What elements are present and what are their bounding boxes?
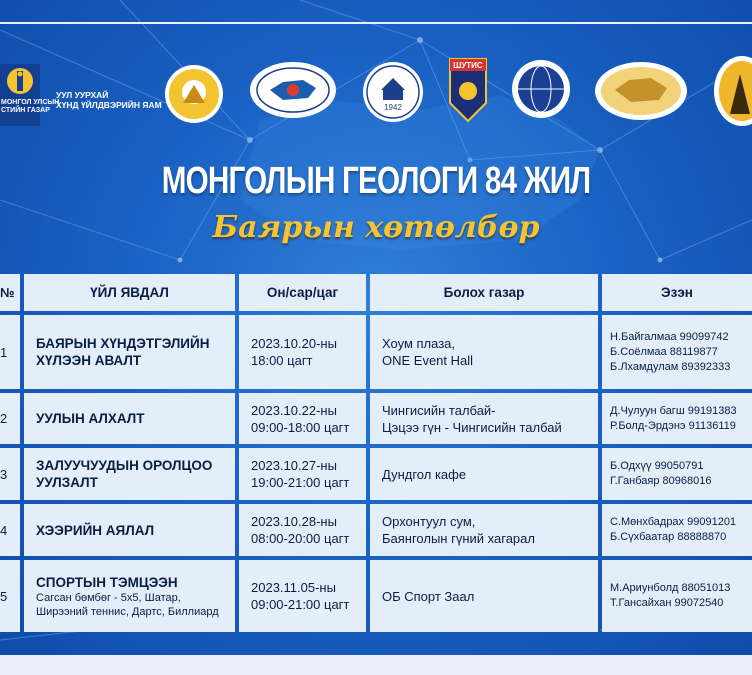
place-line: ONE Event Hall bbox=[382, 353, 474, 368]
table-row-owner bbox=[602, 504, 752, 556]
header-owner: Эзэн bbox=[602, 274, 752, 311]
date-line: 2023.10.27-ны bbox=[251, 458, 337, 473]
place-line: Чингисийн талбай- bbox=[382, 402, 496, 418]
date-line: 2023.11.05-ны bbox=[251, 580, 336, 595]
contact-line: Н.Байгалмаа 99099742 bbox=[610, 330, 729, 343]
gov-text-line-1: МОНГОЛ УЛСЫН bbox=[1, 99, 60, 106]
globe-logo bbox=[510, 58, 572, 120]
table-row-owner bbox=[602, 448, 752, 500]
date-line: 2023.10.20-ны bbox=[251, 336, 337, 351]
table-row-date bbox=[239, 448, 366, 500]
place-line: Хоум плаза, bbox=[382, 336, 456, 351]
table-row-date bbox=[239, 315, 366, 389]
contact-line: Р.Болд-Эрдэнэ 91136119 bbox=[610, 419, 736, 432]
table-row-place bbox=[370, 560, 598, 632]
table-row-event bbox=[24, 448, 235, 500]
gov-text-line-2: СТИЙН ГАЗАР bbox=[1, 107, 50, 114]
time-line: 08:00-20:00 цагт bbox=[251, 531, 350, 546]
contact-line: Б.Одхүү 99050791 bbox=[610, 460, 704, 472]
event-detail-line: Сагсан бөмбөг - 5х5, Шатар, bbox=[36, 591, 181, 604]
table-row-owner bbox=[602, 315, 752, 389]
university-logo-year: 1942 bbox=[384, 103, 402, 112]
page-title: МОНГОЛЫН ГЕОЛОГИ 84 ЖИЛ bbox=[161, 160, 591, 202]
government-emblem bbox=[0, 64, 40, 126]
header-event: ҮЙЛ ЯВДАЛ bbox=[24, 274, 235, 311]
row-number: 1 bbox=[0, 315, 20, 389]
place-line: ОБ Спорт Заал bbox=[382, 588, 475, 604]
contact-line: М.Ариунболд 88051013 bbox=[610, 582, 731, 594]
place-line: Цэцээ гүн - Чингисийн талбай bbox=[382, 419, 562, 435]
event-line: СПОРТЫН ТЭМЦЭЭН bbox=[36, 574, 178, 590]
table-row-date bbox=[239, 504, 366, 556]
place-line: Дундгол кафе bbox=[382, 466, 467, 482]
time-line: 09:00-21:00 цагт bbox=[251, 597, 350, 612]
date-line: 2023.10.28-ны bbox=[251, 514, 337, 529]
table-row-place bbox=[370, 393, 598, 444]
shutis-logo-text: ШУТИС bbox=[453, 61, 483, 70]
contact-line: Б.Лхамдулам 89392333 bbox=[610, 360, 731, 373]
table-row-event bbox=[24, 560, 235, 632]
ministry-name bbox=[56, 90, 162, 110]
time-line: 09:00-18:00 цагт bbox=[251, 419, 350, 435]
table-row-owner bbox=[602, 560, 752, 632]
event-line: БАЯРЫН ХҮНДЭТГЭЛИЙН bbox=[36, 336, 210, 351]
time-line: 19:00-21:00 цагт bbox=[251, 475, 350, 490]
table-row-event bbox=[24, 504, 235, 556]
row-number: 2 bbox=[0, 393, 20, 444]
table-row-owner bbox=[602, 393, 752, 444]
miner-logo bbox=[712, 54, 752, 128]
date-line: 2023.10.22-ны bbox=[251, 402, 337, 418]
ministry-line-1: УУЛ УУРХАЙ bbox=[56, 90, 109, 100]
table-row-date bbox=[239, 560, 366, 632]
event-line: УУЛЫН АЛХАЛТ bbox=[36, 411, 145, 426]
header-number: № bbox=[0, 274, 20, 311]
contact-line: Д.Чулуун багш 99191383 bbox=[610, 404, 737, 417]
place-line: Баянголын гүний хагарал bbox=[382, 531, 535, 546]
header-place: Болох газар bbox=[370, 274, 598, 311]
geologists-society-logo bbox=[248, 60, 338, 120]
contact-line: Б.Соёлмаа 88119877 bbox=[610, 345, 718, 358]
event-line: ХҮЛЭЭН АВАЛТ bbox=[36, 353, 142, 368]
contact-line: С.Мөнхбадрах 99091201 bbox=[610, 516, 737, 528]
event-line: УУЛЗАЛТ bbox=[36, 475, 98, 490]
row-number: 5 bbox=[0, 560, 20, 632]
soyombo-icon bbox=[0, 64, 40, 100]
table-row-place bbox=[370, 448, 598, 500]
geological-society-logo bbox=[593, 60, 689, 122]
row-number: 3 bbox=[0, 448, 20, 500]
top-divider bbox=[0, 22, 752, 24]
header-date: Он/сар/цаг bbox=[239, 274, 366, 311]
table-row-place bbox=[370, 504, 598, 556]
row-number: 4 bbox=[0, 504, 20, 556]
geology-association-logo bbox=[163, 63, 225, 125]
page-subtitle: Баярын хөтөлбөр bbox=[212, 210, 540, 245]
table-row-event bbox=[24, 315, 235, 389]
table-row-place bbox=[370, 315, 598, 389]
table-row-date bbox=[239, 393, 366, 444]
event-line: ХЭЭРИЙН АЯЛАЛ bbox=[36, 522, 155, 538]
event-detail-line: Ширээний теннис, Дартс, Биллиард bbox=[36, 605, 219, 618]
time-line: 18:00 цагт bbox=[251, 353, 313, 368]
ministry-line-2: ХҮНД ҮЙЛДВЭРИЙН ЯАМ bbox=[56, 100, 162, 110]
shutis-logo bbox=[448, 57, 488, 123]
contact-line: Г.Ганбаяр 80968016 bbox=[610, 475, 712, 487]
university-logo bbox=[361, 60, 425, 124]
table-row-event bbox=[24, 393, 235, 444]
place-line: Орхонтуул сум, bbox=[382, 514, 476, 529]
contact-line: Б.Сүхбаатар 88888870 bbox=[610, 531, 727, 543]
event-line: ЗАЛУУЧУУДЫН ОРОЛЦОО bbox=[36, 458, 213, 473]
contact-line: Т.Гансайхан 99072540 bbox=[610, 597, 724, 609]
government-text bbox=[1, 99, 59, 115]
bottom-band bbox=[0, 655, 752, 675]
